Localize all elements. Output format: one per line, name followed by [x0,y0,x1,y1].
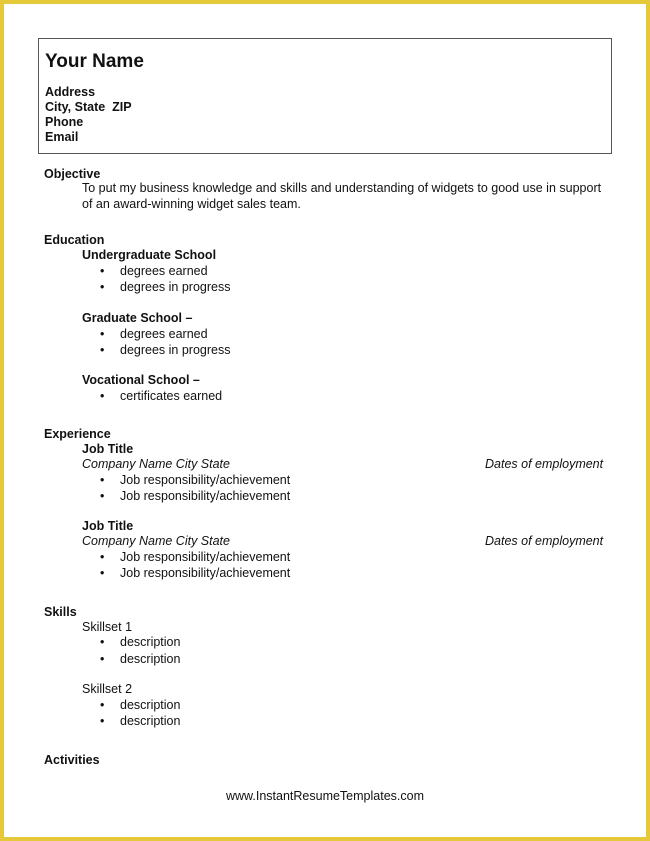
experience-heading: Experience [44,427,111,441]
list-item: • Job responsibility/achievement [100,550,291,564]
bullet-icon: • [100,327,105,341]
bullet-icon: • [100,264,105,278]
address-line: Address [45,85,96,99]
bullet-icon: • [100,550,105,564]
footer-url: www.InstantResumeTemplates.com [226,789,424,803]
skillset-name: Skillset 1 [82,620,133,634]
job-title: Job Title [82,442,134,456]
header-box [38,38,612,154]
email-line: Email [45,130,79,144]
education-heading: Education [44,233,105,247]
list-item: • degrees in progress [100,343,231,357]
contact-block [45,85,132,145]
phone-line: Phone [45,115,84,129]
list-item: • Job responsibility/achievement [100,489,291,503]
bullet-icon: • [100,389,105,403]
city-state-zip-line: City, State ZIP [45,100,132,114]
school-name: Vocational School – [82,373,200,387]
job-title: Job Title [82,519,134,533]
skills-heading: Skills [44,605,77,619]
list-item: • degrees earned [100,327,208,341]
list-item: • description [100,635,181,649]
list-item: • certificates earned [100,389,223,403]
bullet-icon: • [100,489,105,503]
list-item: • description [100,698,181,712]
resume-name: Your Name [45,51,144,72]
bullet-icon: • [100,280,105,294]
objective-heading: Objective [44,167,101,181]
bullet-icon: • [100,473,105,487]
objective-text: To put my business knowledge and skills and understanding of widgets to good use in support of an award-winning widget sales team. [82,181,602,211]
school-name: Undergraduate School [82,248,217,262]
list-item: • Job responsibility/achievement [100,473,291,487]
skillset-name: Skillset 2 [82,682,133,696]
bullet-icon: • [100,698,105,712]
list-item: • degrees earned [100,264,208,278]
bullet-icon: • [100,635,105,649]
company-line: Company Name City State [82,457,230,471]
activities-heading: Activities [44,753,100,767]
bullet-icon: • [100,343,105,357]
bullet-icon: • [100,652,105,666]
bullet-icon: • [100,714,105,728]
list-item: • description [100,652,181,666]
employment-dates: Dates of employment [485,457,604,471]
list-item: • description [100,714,181,728]
list-item: • degrees in progress [100,280,231,294]
employment-dates: Dates of employment [485,534,604,548]
list-item: • Job responsibility/achievement [100,566,291,580]
school-name: Graduate School – [82,311,193,325]
company-line: Company Name City State [82,534,230,548]
bullet-icon: • [100,566,105,580]
